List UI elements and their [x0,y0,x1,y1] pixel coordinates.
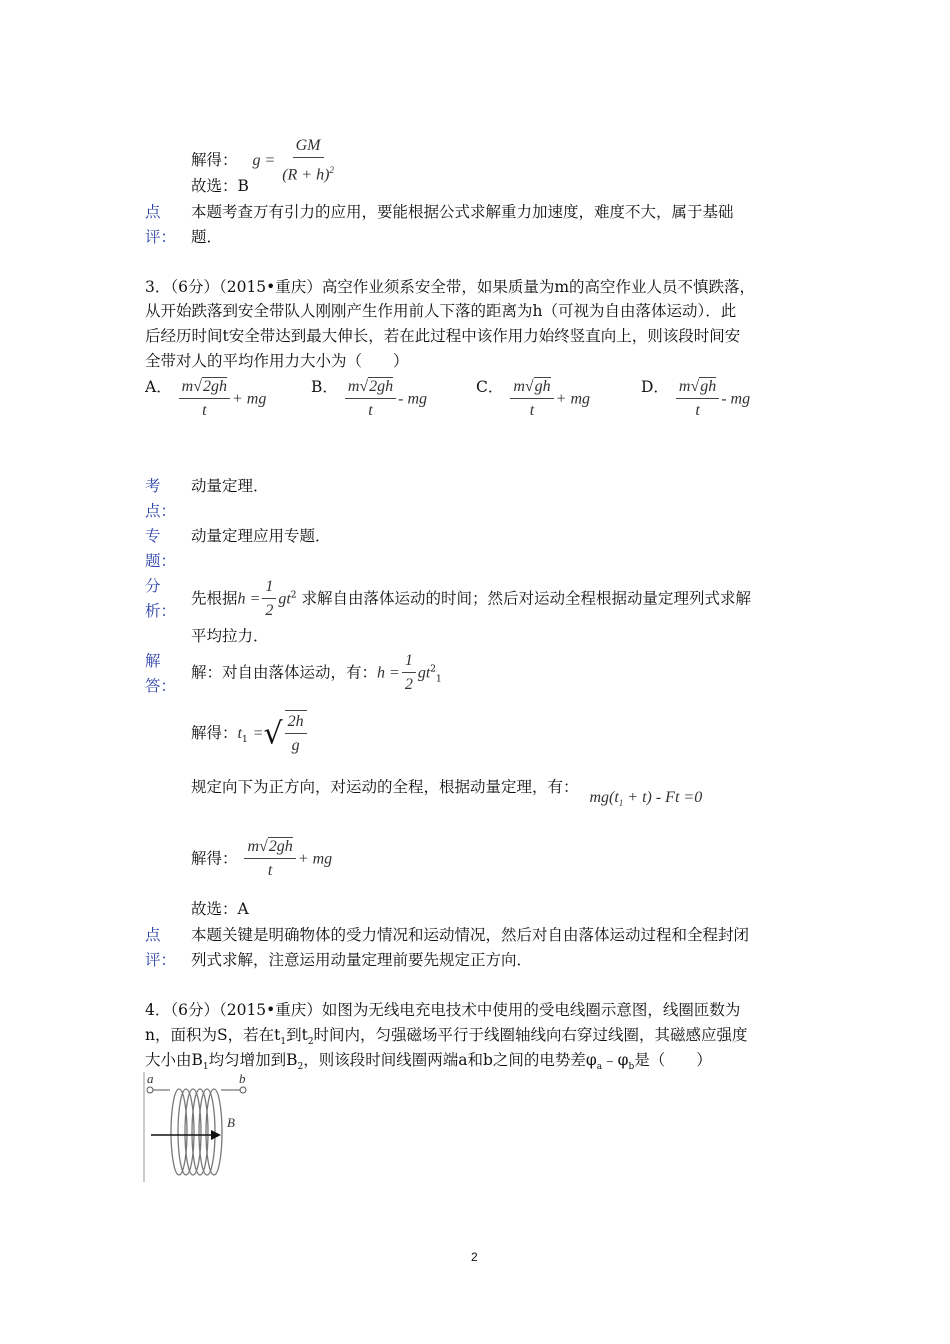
fenxi-text [191,576,751,623]
section-label: 题： [145,552,177,570]
tail: - mg [398,390,428,408]
comment-text: 本题关键是明确物体的受力情况和运动情况，然后对自由落体运动过程和全程封闭 [191,926,750,944]
coil-figure [143,1072,253,1184]
tail: - mg [721,390,751,408]
exponent: 2 [329,165,334,175]
zhuanti-text: 动量定理应用专题． [191,527,331,545]
comment-label: 评： [145,228,177,246]
fraction: $\frac{m√2gh}{t}$ [345,376,396,423]
comment-label: 点 [145,203,161,221]
denominator: (R + h) [282,166,330,184]
question-text: 从开始跌落到安全带队人刚刚产生作用前人下落的距离为h（可视为自由落体运动）．此 [145,302,737,320]
jieda-line [191,836,332,883]
terminal-a [147,1087,153,1093]
formula: + t) - Ft =0 [627,789,703,806]
label-a: a [147,1072,154,1086]
text: ，则该段时间线圈两端a和b之间的电势差φ [303,1051,597,1069]
option-label: C． [476,378,504,396]
m: m [181,378,194,395]
formula-lhs: h = [237,590,261,608]
fraction: $\frac{m√2gh}{t}$ [244,836,295,883]
radicand: gh [534,378,551,395]
subscript: 1 [202,1062,209,1073]
denominator: t [368,402,373,419]
question-text: 3．（6分）（2015•重庆）高空作业须系安全带，如果质量为m的高空作业人员不慎跌落， [145,278,756,296]
m: m [247,838,260,855]
jieda-line [191,775,703,809]
subscript: a [596,1062,603,1073]
comment-label: 评： [145,951,177,969]
section-label: 答： [145,677,177,695]
section-label: 解 [145,652,161,670]
subscript: b [628,1062,635,1073]
tail: + mg [231,390,267,408]
numerator: 2h [285,711,307,734]
option-label: A． [145,378,172,396]
subscript: 1 [436,674,442,685]
denominator: t [529,402,535,419]
answer: 故选：B [191,177,249,195]
formula: gt [417,664,431,682]
label-B: B [227,1115,235,1130]
section-label: 分 [145,577,161,595]
fraction: $\frac{m√gh}{t}$ [676,376,719,423]
numerator: 1 [402,650,416,673]
m: m [678,378,691,395]
m: m [347,378,360,395]
text: ﹣φ [602,1051,629,1069]
text: 规定向下为正方向，对运动的全程，根据动量定理，有： [191,778,579,796]
option-label: B． [311,378,338,396]
text: 求解自由落体运动的时间；然后对运动全程根据动量定理列式求解 [301,589,751,608]
fenxi-text: 平均拉力． [191,627,269,645]
jieda-line [191,650,442,697]
numerator: GM [293,135,324,158]
option-label: D． [641,378,669,396]
option-a [145,376,266,423]
text: 解得： [191,849,238,868]
fraction: $\frac{m√gh}{t}$ [510,376,553,423]
subscript: 2 [307,1037,314,1048]
text: 均匀增加到B [208,1051,298,1069]
text: 到t [286,1026,308,1044]
fraction: $\frac{m√2gh}{t}$ [179,376,230,423]
text: 解得： [191,724,238,742]
denominator: 2 [265,602,274,619]
denominator: t [695,402,700,419]
radicand: 2gh [202,378,227,395]
equals: = [252,725,264,742]
option-c [476,376,590,423]
label: 解得： [191,151,238,170]
subscript: 1 [618,798,624,809]
section-label: 析： [145,602,177,620]
formula-lhs: t [237,725,242,742]
comment-text: 列式求解，注意运用动量定理前要先规定正方向． [191,951,533,969]
formula: gt [278,590,291,608]
fraction [262,576,276,623]
text: n，面积为S，若在t [145,1026,281,1044]
denominator: g [291,737,300,754]
section-label: 点： [145,502,177,520]
fraction [285,710,307,758]
comment-label: 点 [145,926,161,944]
radicand: 2gh [369,378,394,395]
denominator: 2 [404,676,413,693]
kaodian-text: 动量定理． [191,477,269,495]
text: 先根据 [191,589,238,608]
jieda-line: 解得：$t_1$ =√ $\frac{2h}{g}$ [191,710,309,758]
numerator: 1 [262,576,276,599]
comment-text: 题． [191,228,223,246]
question-text: 4．（6分）（2015•重庆）如图为无线电充电技术中使用的受电线圈示意图，线圈匝数为 [145,1001,741,1019]
question-text: 后经历时间t安全带达到最大伸长，若在此过程中该作用力始终竖直向上，则该段时间安 [145,327,741,345]
text: 时间内，匀强磁场平行于线圈轴线向右穿过线圈，其磁感应强度 [313,1026,748,1044]
question-text: 全带对人的平均作用力大小为（ ） [145,352,409,370]
tail: + mg [555,390,591,408]
radicand: gh [700,378,717,395]
formula: mg(t [589,789,619,806]
subscript: 2 [297,1062,304,1073]
text: 是（ ） [634,1051,712,1069]
subscript: 1 [241,735,248,746]
text: 大小由B [145,1051,203,1069]
section-label: 专 [145,527,161,545]
formula-lhs: g = [252,152,276,170]
option-d [641,376,750,423]
fraction [282,135,334,187]
section-label: 考 [145,477,161,495]
exponent: 2 [430,664,436,675]
exponent: 2 [290,590,297,601]
formula-lhs: h = [377,664,400,682]
label-b: b [239,1072,246,1086]
page-number: 2 [471,1250,478,1264]
subscript: 1 [280,1037,287,1048]
terminal-b [240,1087,246,1093]
tail: + mg [297,850,333,868]
answer: 故选：A [191,900,249,918]
m: m [513,378,525,395]
text: 解：对自由落体运动，有： [191,663,378,682]
denominator: t [267,862,273,879]
option-b [311,376,427,423]
denominator: t [202,402,207,419]
radicand: 2gh [268,838,293,855]
comment-text: 本题考查万有引力的应用，要能根据公式求解重力加速度，难度不大，属于基础 [191,203,734,221]
fraction [402,650,416,697]
